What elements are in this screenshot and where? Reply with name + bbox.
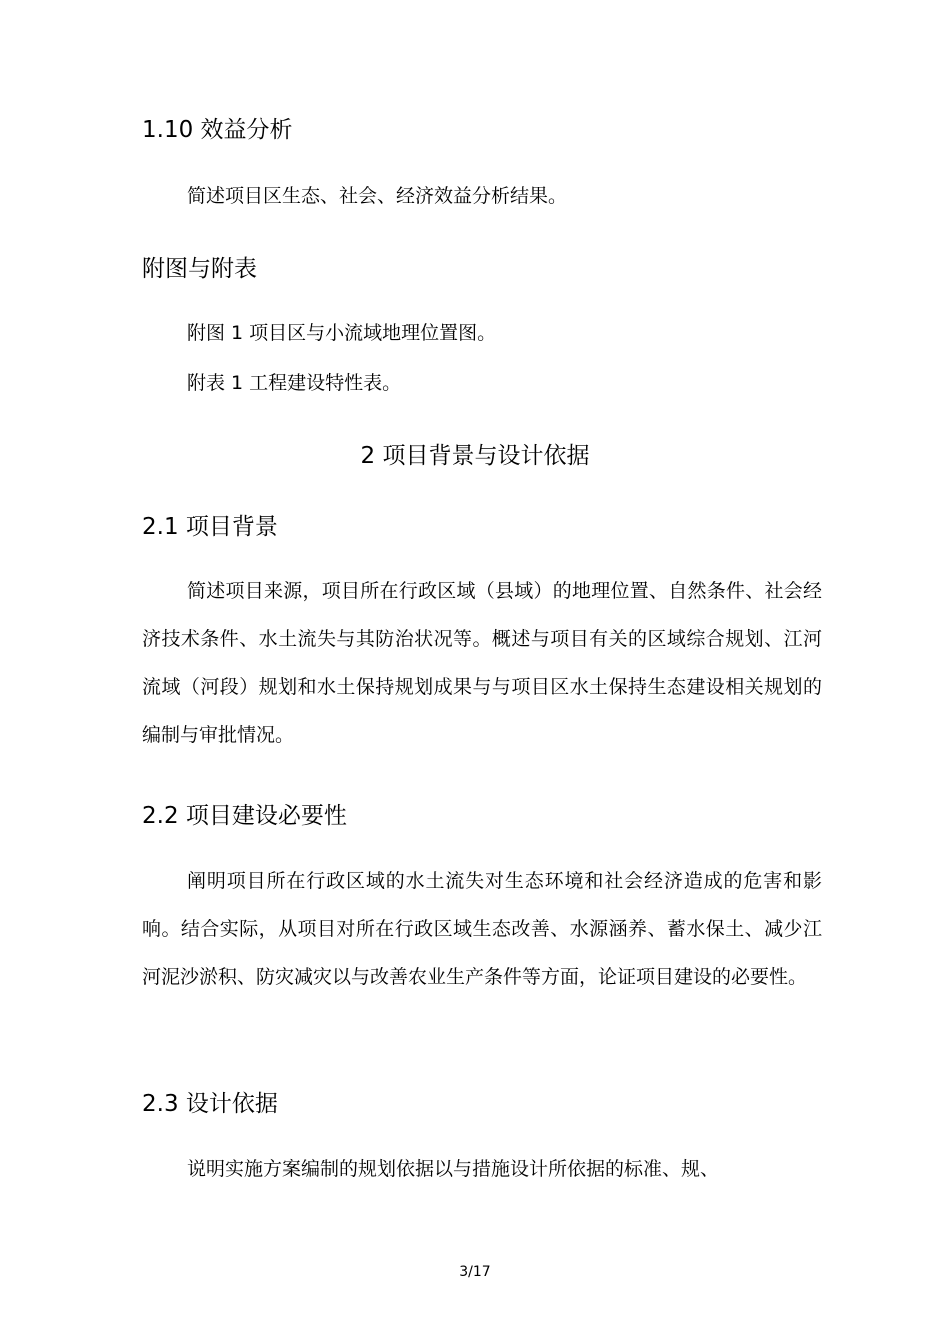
section-heading-1-10: 1.10 效益分析 (142, 117, 293, 143)
appendix-table-1: 附表 1 工程建设特性表。 (187, 372, 402, 394)
appendix-figure-1: 附图 1 项目区与小流域地理位置图。 (187, 322, 497, 344)
section-1-10-body: 简述项目区生态、社会、经济效益分析结果。 (187, 185, 568, 207)
section-2-2-body: 阐明项目所在行政区域的水土流失对生态环境和社会经济造成的危害和影响。结合实际，从项目对所在行政区域生态改善、水源涵养、蓄水保土、减少江河泥沙淤积、防灾减灾以与改善农业生产条件等方面，论证项目建设的必要性。 (142, 870, 822, 988)
section-heading-2-3: 2.3 设计依据 (142, 1091, 278, 1117)
section-heading-2-2: 2.2 项目建设必要性 (142, 803, 347, 829)
page-number: 3/17 (459, 1264, 491, 1280)
section-heading-2-1: 2.1 项目背景 (142, 514, 278, 540)
appendix-heading: 附图与附表 (142, 256, 257, 282)
section-2-3-body: 说明实施方案编制的规划依据以与措施设计所依据的标准、规、 (187, 1158, 720, 1180)
section-2-1-body: 简述项目来源，项目所在行政区域（县域）的地理位置、自然条件、社会经济技术条件、水土流失与其防治状况等。概述与项目有关的区域综合规划、江河流域（河段）规划和水土保持规划成果与与项目区水土保持生态建设相关规划的编制与审批情况。 (142, 580, 822, 746)
chapter-2-heading: 2 项目背景与设计依据 (360, 443, 590, 469)
